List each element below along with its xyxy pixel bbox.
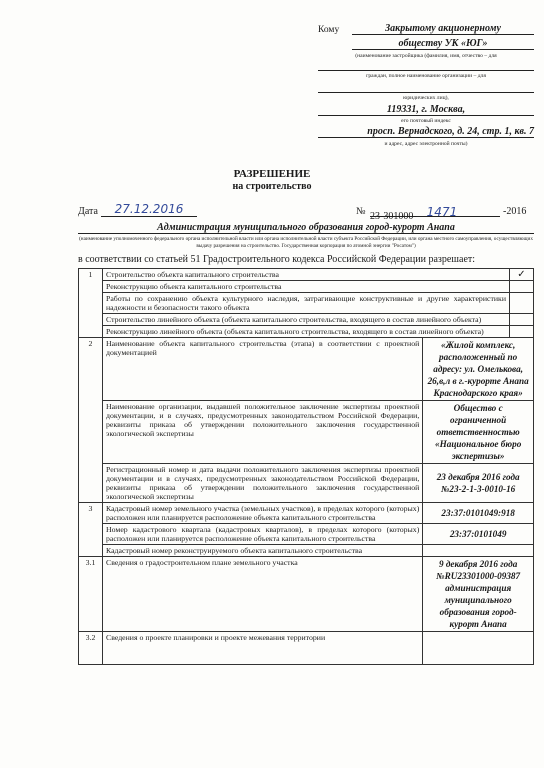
row-number: 1 <box>79 269 103 338</box>
cadastral-plot-value: 23:37:0101049:918 <box>423 503 534 524</box>
recipient-name-line1: Закрытому акционерному <box>352 23 534 35</box>
reconstructed-object-label: Кадастровый номер реконструируемого объекта капитального строительства <box>103 545 423 557</box>
cadastral-plot-label: Кадастровый номер земельного участка (земельных участков), в пределах которого (которых) расположен или планируется расположение объекта капитального строительства <box>103 503 423 524</box>
table-row <box>79 545 534 557</box>
expertise-org-value: Общество с ограниченной ответственностью «Национальное бюро экспертизы» <box>423 401 534 464</box>
table-row <box>79 326 534 338</box>
date-label: Дата <box>78 206 98 217</box>
table-row <box>79 293 534 314</box>
permit-number <box>370 203 500 222</box>
table-row <box>79 269 534 281</box>
planning-project-label: Сведения о проекте планировки и проекте межевания территории <box>103 632 423 665</box>
caption-legal: юридических лиц), <box>403 95 449 101</box>
empty-check <box>510 326 534 338</box>
expertise-number-label: Регистрационный номер и дата выдачи положительного заключения экспертизы проектной документации и в случаях, предусмотренных законодательством Российской Федерации, реквизиты приказа об утверждении положительного заключения государственной экологической экспертизы <box>103 464 423 503</box>
cadastral-quarter-label: Номер кадастрового квартала (кадастровых кварталов), в пределах которого (которых) расположен или планируется расположение объекта капитального строительства <box>103 524 423 545</box>
caption-name: (наименование застройщика (фамилия, имя, отчество – для <box>355 53 497 59</box>
issuing-authority: Администрация муниципального образования город-курорт Анапа <box>78 222 534 234</box>
table-row <box>79 314 534 326</box>
date-value: 27.12.2016 <box>101 202 197 217</box>
table-row <box>79 503 534 524</box>
permit-year: -2016 <box>503 206 527 217</box>
recipient-name-line2: обществу УК «ЮГ» <box>352 38 534 50</box>
table-row <box>79 281 534 293</box>
work-type-construction: Строительство объекта капитального строительства <box>103 269 510 281</box>
caption-postal: его почтовый индекс <box>401 118 451 124</box>
row-number: 2 <box>79 338 103 503</box>
empty-check <box>510 293 534 314</box>
work-type-heritage: Работы по сохранению объекта культурного наследия, затрагивающие конструктивные и другие характеристики надежности и безопасности такого объекта <box>103 293 510 314</box>
permit-number-handwritten: 1471 <box>426 205 458 219</box>
row-number: 3 <box>79 503 103 557</box>
document-subtitle: на строительство <box>232 181 312 192</box>
caption-org: граждан, полное наименование организации – для <box>366 73 486 79</box>
work-type-reconstruction: Реконструкцию объекта капитального строительства <box>103 281 510 293</box>
planning-project-value <box>423 632 534 665</box>
check-mark: ✓ <box>510 269 534 281</box>
table-row <box>79 632 534 665</box>
permit-table <box>78 268 534 665</box>
empty-check <box>510 314 534 326</box>
blank-line-2 <box>318 82 534 93</box>
gradplan-label: Сведения о градостроительном плане земельного участка <box>103 557 423 632</box>
permit-statement: в соответствии со статьей 51 Градостроительного кодекса Российской Федерации разрешает: <box>78 254 476 265</box>
document-title: РАЗРЕШЕНИЕ <box>233 168 311 180</box>
expertise-org-label: Наименование организации, выдавшей положительное заключение экспертизы проектной документации, и в случаях, предусмотренных законодательством Российской Федерации, реквизиты приказа об утверждении положительного заключения государственной экологической экспертизы <box>103 401 423 464</box>
reconstructed-object-value <box>423 545 534 557</box>
table-row <box>79 557 534 632</box>
work-type-linear-construction: Строительство линейного объекта (объекта капитального строительства, входящего в состав линейного объекта) <box>103 314 510 326</box>
table-row <box>79 338 534 401</box>
work-type-linear-reconstruction: Реконструкцию линейного объекта (объекта капитального строительства, входящего в состав линейного объекта) <box>103 326 510 338</box>
object-name-label: Наименование объекта капитального строительства (этапа) в соответствии с проектной документацией <box>103 338 423 401</box>
row-number: 3.1 <box>79 557 103 632</box>
recipient-city: 119331, г. Москва, <box>318 104 534 116</box>
row-number: 3.2 <box>79 632 103 665</box>
recipient-address: просп. Вернадского, д. 24, стр. 1, кв. 7 <box>318 126 534 138</box>
gradplan-value: 9 декабря 2016 года №RU23301000-09387 администрация муниципального образования город-курорт Анапа <box>423 557 534 632</box>
expertise-number-value: 23 декабря 2016 года №23-2-1-3-0010-16 <box>423 464 534 503</box>
permit-number-prefix: 23-301000- <box>370 211 417 222</box>
empty-check <box>510 281 534 293</box>
table-row <box>79 464 534 503</box>
cadastral-quarter-value: 23:37:0101049 <box>423 524 534 545</box>
recipient-label: Кому <box>318 25 340 35</box>
caption-address: и адрес, адрес электронной почты) <box>384 141 468 147</box>
table-row <box>79 524 534 545</box>
object-name-value: «Жилой комплекс, расположенный по адресу: ул. Омелькова, 26,в,л в г.-курорте Анапа Краснодарского края» <box>423 338 534 401</box>
table-row <box>79 401 534 464</box>
authority-caption: (наименование уполномоченного федерального органа исполнительной власти или органа исполнительной власти субъекта Российской Федерации, или органа местного самоуправления, осуществляющих выдачу разрешения на строительство. Государственная корпорация по атомной энергии "Росатом") <box>79 236 533 249</box>
blank-line <box>318 62 534 71</box>
number-label: № <box>356 206 366 217</box>
